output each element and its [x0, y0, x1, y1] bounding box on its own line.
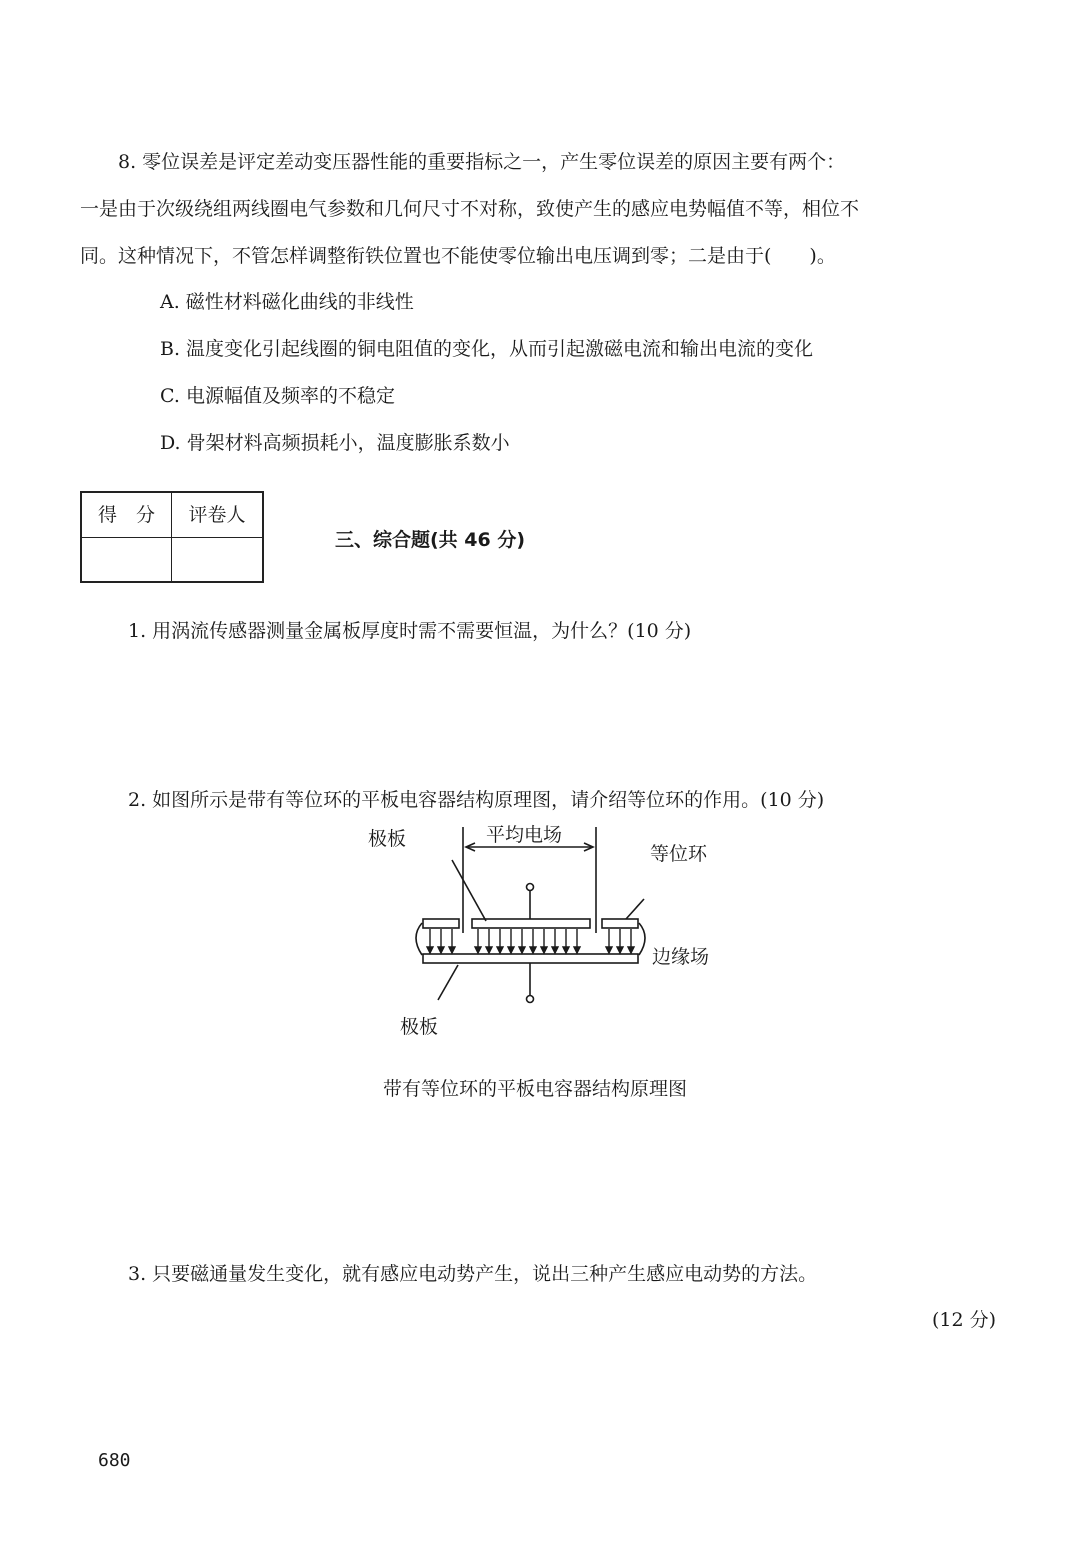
question1: 1. 用涡流传感器测量金属板厚度时需不需要恒温，为什么？(10 分) [128, 620, 692, 642]
option-c: C. 电源幅值及频率的不稳定 [160, 385, 395, 407]
field-arrow-head [438, 947, 444, 953]
field-arrow-head [427, 947, 433, 953]
label-plate-bottom: 极板 [400, 1016, 439, 1038]
bottom-terminal [527, 996, 534, 1003]
field-arrow-head [574, 947, 580, 953]
option-d: D. 骨架材料高频损耗小，温度膨胀系数小 [160, 432, 510, 454]
fringe-left [416, 923, 422, 955]
section-title: 三、综合题(共 46 分) [335, 529, 526, 551]
guard-ring-left [423, 919, 459, 928]
field-arrow-head [508, 947, 514, 953]
guard-ring-right [602, 919, 638, 928]
field-arrow-head [628, 947, 634, 953]
fringe-right [639, 923, 645, 955]
field-arrow-head [519, 947, 525, 953]
grader-cell [172, 538, 262, 581]
question2: 2. 如图所示是带有等位环的平板电容器结构原理图，请介绍等位环的作用。(10 分) [128, 789, 825, 811]
label-plate-top: 极板 [368, 828, 407, 850]
option-a: A. 磁性材料磁化曲线的非线性 [160, 291, 414, 313]
field-arrow-head [541, 947, 547, 953]
grader-header: 评卷人 [172, 493, 262, 538]
bottom-plate [423, 954, 638, 963]
question3-points: (12 分) [932, 1309, 997, 1331]
field-arrow-head [563, 947, 569, 953]
leader-bottom-plate [438, 965, 458, 1000]
field-arrow-head [486, 947, 492, 953]
question8-line1: 8. 零位误差是评定差动变压器性能的重要指标之一，产生零位误差的原因主要有两个： [118, 151, 846, 173]
field-arrow-head [552, 947, 558, 953]
option-b: B. 温度变化引起线圈的铜电阻值的变化，从而引起激磁电流和输出电流的变化 [160, 338, 814, 360]
label-guard-ring: 等位环 [650, 843, 708, 865]
field-arrow-head [497, 947, 503, 953]
score-table [80, 491, 264, 583]
leader-guard-ring [626, 899, 644, 919]
label-uniform-field: 平均电场 [486, 824, 563, 846]
field-arrow-head [449, 947, 455, 953]
question8-line3: 同。这种情况下，不管怎样调整衔铁位置也不能使零位输出电压调到零；二是由于( )。 [80, 245, 836, 267]
label-fringe-field: 边缘场 [652, 946, 710, 968]
field-arrow-head [606, 947, 612, 953]
top-terminal [527, 884, 534, 891]
field-arrow-head [617, 947, 623, 953]
score-header: 得 分 [82, 493, 172, 538]
field-arrow-head [530, 947, 536, 953]
question3: 3. 只要磁通量发生变化，就有感应电动势产生，说出三种产生感应电动势的方法。 [128, 1263, 818, 1285]
capacitor-diagram [360, 815, 760, 1045]
question8-line2: 一是由于次级绕组两线圈电气参数和几何尺寸不对称，致使产生的感应电势幅值不等，相位不 [80, 198, 860, 220]
page-number: 680 [98, 1450, 131, 1471]
leader-top-plate [452, 860, 486, 921]
top-plate [472, 919, 590, 928]
score-cell [82, 538, 172, 581]
field-arrow-head [475, 947, 481, 953]
figure-caption: 带有等位环的平板电容器结构原理图 [383, 1078, 688, 1100]
